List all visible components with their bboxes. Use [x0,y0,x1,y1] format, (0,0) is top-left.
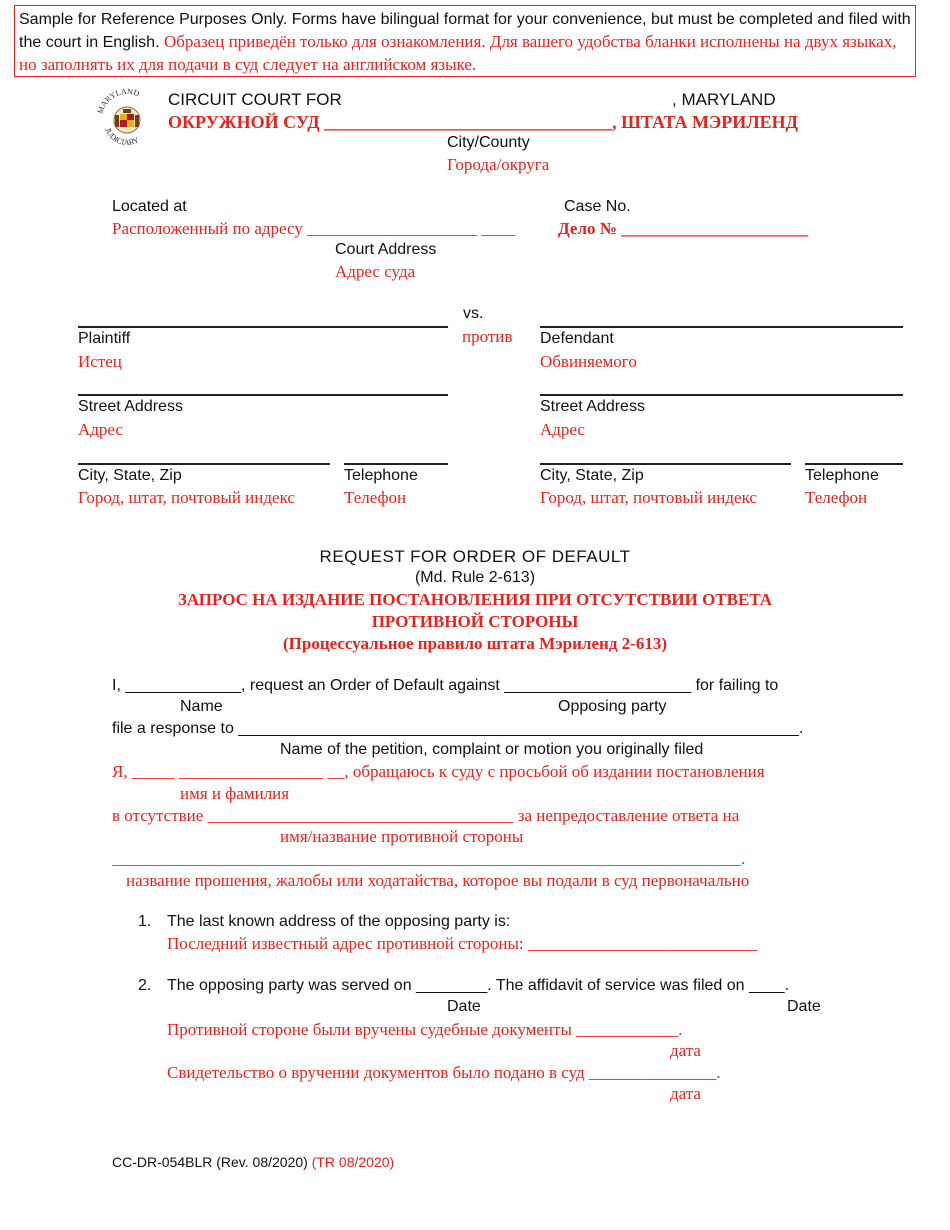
item-2-served-ru[interactable]: Противной стороне были вручены судебные документы ____________. [167,1020,683,1039]
filed-date-caption-ru: дата [670,1084,701,1103]
plaintiff-phone-line[interactable] [344,463,448,465]
plaintiff-city-line[interactable] [78,463,330,465]
form-footer [112,1154,394,1170]
versus-label-ru: против [462,327,513,346]
form-number: CC-DR-054BLR [112,1154,213,1170]
request-line-1-ru[interactable]: Я, _____ _________________ __, обращаюсь к суду с просьбой об издании постановления [112,762,765,781]
form-translation-revision: (TR 08/2020) [311,1154,395,1170]
defendant-phone-line[interactable] [805,463,903,465]
opposing-party-caption-ru: имя/название противной стороны [280,827,524,846]
defendant-street-label-ru: Адрес [540,420,585,439]
name-caption-ru: имя и фамилия [180,784,290,803]
plaintiff-phone-label-en: Telephone [344,467,418,484]
plaintiff-street-line[interactable] [78,394,448,396]
case-number-label-en: Case No. [564,198,631,215]
seal-top-text: MARYLAND [95,86,141,115]
request-line-2-en[interactable]: file a response to _______________________________________________________________. [112,720,804,737]
form-title-en: REQUEST FOR ORDER OF DEFAULT [319,547,631,566]
defendant-label-en: Defendant [540,330,614,347]
defendant-label-ru: Обвиняемого [540,352,637,371]
court-title-en: CIRCUIT COURT FOR [168,90,342,109]
request-line-3-ru[interactable]: __________________________________________________________________________. [112,849,746,868]
opposing-party-caption-en: Opposing party [558,698,667,715]
plaintiff-street-label-ru: Адрес [78,420,123,439]
form-title-ru-2: ПРОТИВНОЙ СТОРОНЫ [371,612,579,631]
court-state-en: , MARYLAND [672,90,776,109]
item-1-number: 1. [138,913,152,930]
plaintiff-city-label-ru: Город, штат, почтовый индекс [78,488,295,507]
petition-caption-en: Name of the petition, complaint or motion you originally filed [280,741,704,758]
plaintiff-label-en: Plaintiff [78,330,131,347]
plaintiff-line[interactable] [78,326,448,328]
located-at-label-en: Located at [112,198,187,215]
served-date-caption-ru: дата [670,1041,701,1060]
petition-caption-ru: название прошения, жалобы или ходатайства, которое вы подали в суд первоначально [126,871,750,890]
defendant-city-label-en: City, State, Zip [540,467,644,484]
item-1-text-en: The last known address of the opposing party is: [167,913,511,930]
city-county-label-en: City/County [447,134,530,151]
request-line-1-en[interactable]: I, _____________, request an Order of Default against _____________________ for failing to [112,677,779,694]
case-number-label-ru: Дело № ______________________ [558,219,809,238]
defendant-phone-label-ru: Телефон [805,488,868,507]
city-county-label-ru: Города/округа [447,155,550,174]
court-address-label-ru: Адрес суда [335,262,416,281]
form-title-ru-1: ЗАПРОС НА ИЗДАНИЕ ПОСТАНОВЛЕНИЯ ПРИ ОТСУТСТВИИ ОТВЕТА [177,590,773,609]
notice-english: Sample for Reference Purposes Only. Forms have bilingual format for your convenience, but must be completed and filed with the court in English. [19,11,911,51]
defendant-line[interactable] [540,326,903,328]
maryland-judiciary-seal [94,86,160,152]
located-at-label-ru: Расположенный по адресу ____________________ ____ [112,219,516,238]
item-1-text-ru[interactable]: Последний известный адрес противной стороны: ___________________________ [167,934,758,953]
defendant-street-line[interactable] [540,394,903,396]
served-date-caption-en: Date [447,998,481,1015]
seal-bottom-text: JUDICIARY [103,126,141,148]
court-title-ru: ОКРУЖНОЙ СУД ________________________________, ШТАТА МЭРИЛЕНД [168,112,799,132]
item-2-text-en[interactable]: The opposing party was served on ________. The affidavit of service was filed on ____. [167,977,790,994]
plaintiff-city-label-en: City, State, Zip [78,467,182,484]
defendant-phone-label-en: Telephone [805,467,879,484]
name-caption-en: Name [180,698,223,715]
defendant-city-label-ru: Город, штат, почтовый индекс [540,488,757,507]
plaintiff-street-label-en: Street Address [78,398,183,415]
plaintiff-label-ru: Истец [78,352,122,371]
defendant-street-label-en: Street Address [540,398,645,415]
court-address-label-en: Court Address [335,241,437,258]
notice-russian: Образец приведён только для ознакомления. Для вашего удобства бланки исполнены на двух языках, но заполнять их для подачи в суд следует на английском языке. [19,32,897,74]
form-rule-ru: (Процессуальное правило штата Мэриленд 2-613) [283,634,667,653]
plaintiff-phone-label-ru: Телефон [344,488,407,507]
filed-date-caption-en: Date [787,998,821,1015]
form-rule-en: (Md. Rule 2-613) [414,569,536,586]
form-revision: (Rev. 08/2020) [216,1154,308,1170]
defendant-city-line[interactable] [540,463,791,465]
versus-label-en: vs. [463,305,484,322]
reference-notice [14,5,916,77]
item-2-filed-ru[interactable]: Свидетельство о вручении документов было подано в суд _______________. [167,1063,721,1082]
item-2-number: 2. [138,977,152,994]
request-line-2-ru[interactable]: в отсутствие ____________________________________ за непредоставление ответа на [112,806,740,825]
seal-icon [94,86,160,152]
